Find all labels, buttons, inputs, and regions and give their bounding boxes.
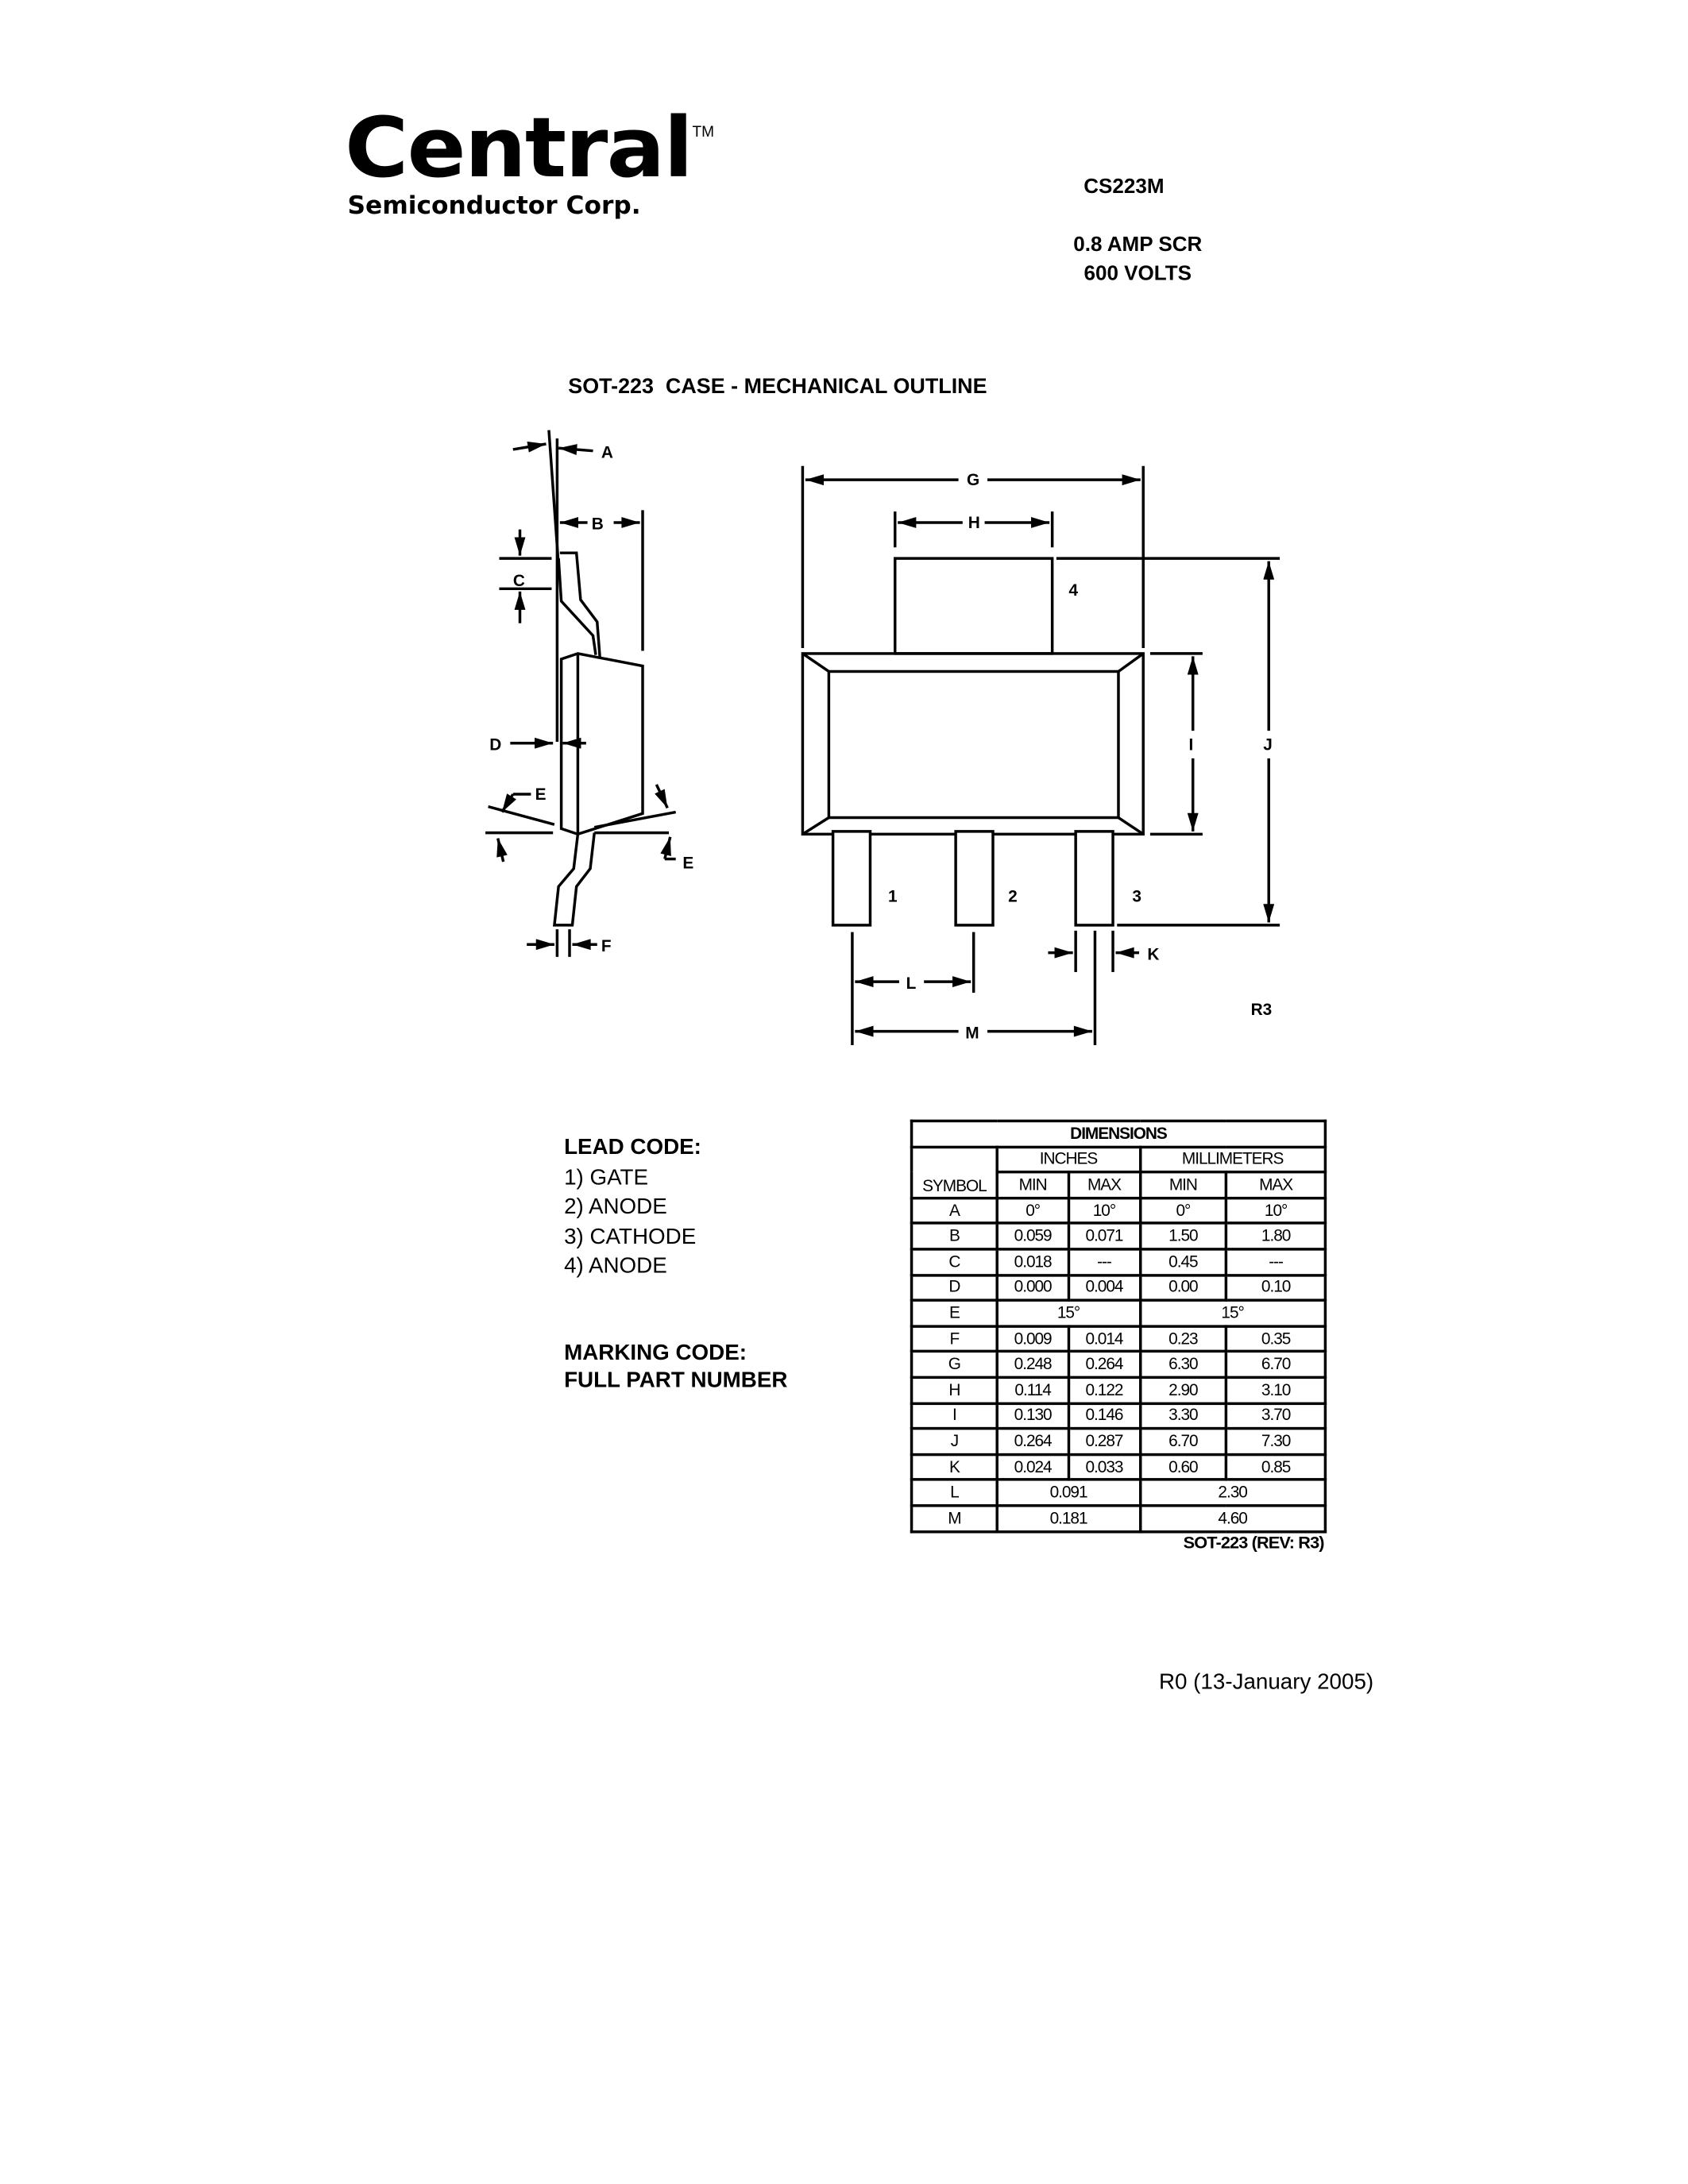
value-cell: --- [1226,1249,1326,1275]
value-cell: 0.85 [1226,1454,1326,1480]
value-cell: 0.004 [1068,1275,1140,1300]
value-cell: 0.35 [1226,1326,1326,1352]
dim-label-e-right: E [682,854,694,873]
value-cell: 0.033 [1068,1454,1140,1480]
symbol-cell: M [912,1506,998,1531]
part-description: 0.8 AMP SCR [1073,233,1203,257]
dim-label-l: L [906,974,917,993]
value-cell: 15° [1140,1300,1326,1325]
marking-code [564,1340,787,1395]
col-inch-max: MAX [1068,1172,1140,1198]
value-cell: 0° [1140,1198,1226,1223]
value-cell: 2.30 [1140,1480,1326,1505]
dim-label-b: B [591,515,604,534]
table-row [912,1506,1326,1531]
value-cell: 6.70 [1226,1352,1326,1377]
part-voltage: 600 VOLTS [1083,261,1192,286]
table-row [912,1326,1326,1352]
pin-label-1: 1 [888,887,898,906]
value-cell: 0.122 [1068,1377,1140,1403]
lead-code-title: LEAD CODE: [564,1136,701,1160]
dim-label-a: A [601,443,613,462]
symbol-cell: I [912,1403,998,1429]
value-cell: 0.071 [1068,1224,1140,1249]
symbol-cell: H [912,1377,998,1403]
value-cell: 0.091 [997,1480,1140,1505]
table-row [912,1480,1326,1505]
symbol-cell: A [912,1198,998,1223]
table-row [912,1403,1326,1429]
value-cell: 0.181 [997,1506,1140,1531]
dim-label-f: F [601,936,612,955]
value-cell: 0.287 [1068,1429,1140,1454]
marking-title: MARKING CODE: [564,1341,747,1365]
col-mm-min: MIN [1140,1172,1226,1198]
value-cell: 0.014 [1068,1326,1140,1352]
value-cell: 0° [997,1198,1068,1223]
table-row [912,1224,1326,1249]
lead-item: 4) ANODE [564,1254,667,1279]
lead-item: 3) CATHODE [564,1225,697,1249]
col-group-inches: INCHES [997,1147,1140,1172]
table-row [912,1352,1326,1377]
lead-code [564,1133,701,1282]
value-cell: 10° [1068,1198,1140,1223]
dimensions-table [910,1120,1327,1533]
company-logo: Central [345,100,693,198]
col-mm-max: MAX [1226,1172,1326,1198]
value-cell: 3.10 [1226,1377,1326,1403]
dim-label-j: J [1263,735,1273,754]
table-row [912,1429,1326,1454]
trademark-mark: TM [692,124,715,141]
pin-label-3: 3 [1132,887,1141,906]
col-inch-min: MIN [997,1172,1068,1198]
table-row [912,1198,1326,1223]
marking-value: FULL PART NUMBER [564,1368,788,1393]
value-cell: 0.60 [1140,1454,1226,1480]
table-row [912,1300,1326,1325]
value-cell: 6.70 [1140,1429,1226,1454]
lead-item: 1) GATE [564,1165,649,1190]
value-cell: 0.009 [997,1326,1068,1352]
value-cell: 4.60 [1140,1506,1326,1531]
dim-label-i: I [1188,735,1194,754]
outline-title: SOT-223 CASE - MECHANICAL OUTLINE [568,375,987,399]
col-group-mm: MILLIMETERS [1140,1147,1326,1172]
value-cell: 0.10 [1226,1275,1326,1300]
dim-label-m: M [965,1024,979,1043]
symbol-cell: F [912,1326,998,1352]
dim-label-d: D [489,735,502,754]
value-cell: 0.130 [997,1403,1068,1429]
symbol-cell: G [912,1352,998,1377]
value-cell: 7.30 [1226,1429,1326,1454]
value-cell: 0.264 [1068,1352,1140,1377]
value-cell: 0.00 [1140,1275,1226,1300]
symbol-cell: C [912,1249,998,1275]
lead-item: 2) ANODE [564,1195,667,1219]
value-cell: 15° [997,1300,1140,1325]
symbol-cell: K [912,1454,998,1480]
part-number: CS223M [1083,175,1165,199]
dim-label-h: H [968,513,980,532]
table-title: DIMENSIONS [912,1121,1326,1146]
side-view [485,430,693,957]
pin-label-2: 2 [1008,887,1018,906]
value-cell: 0.248 [997,1352,1068,1377]
symbol-cell: E [912,1300,998,1325]
value-cell: 0.059 [997,1224,1068,1249]
value-cell: 1.50 [1140,1224,1226,1249]
value-cell: 6.30 [1140,1352,1226,1377]
symbol-cell: D [912,1275,998,1300]
value-cell: 0.45 [1140,1249,1226,1275]
table-row [912,1275,1326,1300]
value-cell: 1.80 [1226,1224,1326,1249]
dim-label-k: K [1147,945,1160,964]
table-row [912,1454,1326,1480]
company-subtitle: Semiconductor Corp. [347,191,641,221]
value-cell: 0.024 [997,1454,1068,1480]
dim-label-c: C [512,571,525,590]
value-cell: 0.018 [997,1249,1068,1275]
symbol-cell: J [912,1429,998,1454]
table-row [912,1377,1326,1403]
value-cell: 0.114 [997,1377,1068,1403]
value-cell: --- [1068,1249,1140,1275]
dim-label-g: G [967,471,980,490]
pin-label-4: 4 [1068,581,1079,600]
value-cell: 3.70 [1226,1403,1326,1429]
table-row [912,1249,1326,1275]
value-cell: 0.146 [1068,1403,1140,1429]
table-caption: SOT-223 (REV: R3) [1183,1533,1324,1553]
symbol-cell: L [912,1480,998,1505]
top-view [802,466,1280,1045]
symbol-cell: B [912,1224,998,1249]
value-cell: 0.264 [997,1429,1068,1454]
value-cell: 0.23 [1140,1326,1226,1352]
document-revision: R0 (13-January 2005) [1158,1671,1374,1695]
value-cell: 0.000 [997,1275,1068,1300]
dim-label-e: E [535,785,547,804]
value-cell: 3.30 [1140,1403,1226,1429]
col-symbol: SYMBOL [912,1147,998,1198]
value-cell: 2.90 [1140,1377,1226,1403]
drawing-revision: R3 [1250,1000,1273,1019]
value-cell: 10° [1226,1198,1326,1223]
